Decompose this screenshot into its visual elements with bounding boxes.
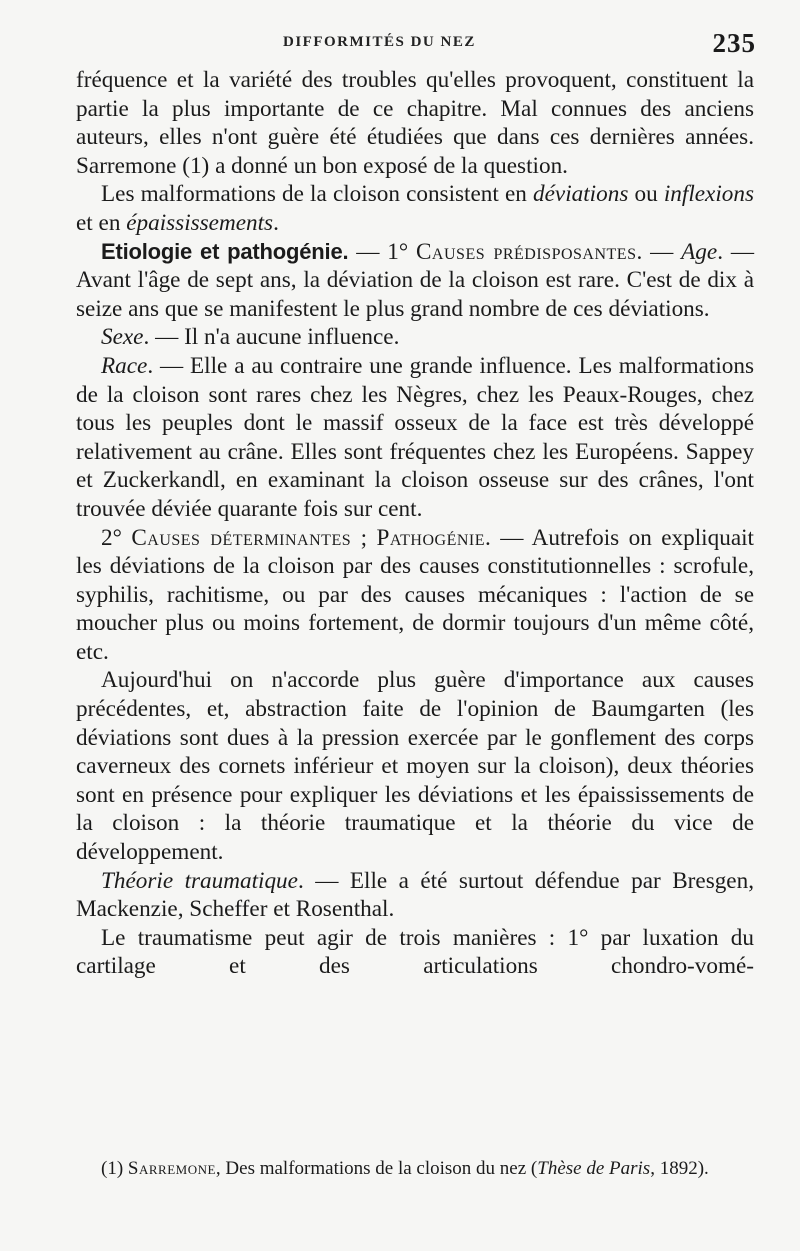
text: (1) [101, 1158, 128, 1179]
text: . — Elle a au contraire une grande influence. Les malformations de la cloison sont rares chez les Nègres, chez les Peaux-Rouges, chez tous les peuples dont le massif osseux de la face est très développé relativement au crâne. Elles sont fréquentes chez les Européens. Sappey et Zuckerkandl, en examinant la cloison osseuse sur des crânes, l'ont trouvée déviée quarante fois sur cent. [76, 352, 754, 522]
paragraph-sexe [76, 323, 754, 352]
text: , 1892). [650, 1158, 709, 1179]
paragraph-causes-determinantes [76, 524, 754, 667]
text: . — Elle a été surtout défendue par Bresgen, Mackenzie, Scheffer et Rosenthal. [76, 867, 754, 923]
running-title: DIFFORMITÉS DU NEZ [283, 34, 476, 50]
text: . [273, 209, 279, 236]
footnote-text [76, 1155, 754, 1182]
paragraph-etiologie [76, 238, 754, 324]
small-caps-heading: Causes déterminantes [131, 524, 352, 551]
italic-term: épaississements [126, 209, 274, 236]
italic-subheading: Race [101, 352, 148, 379]
small-caps-heading: Pathogénie [376, 524, 486, 551]
text: . — [636, 238, 682, 265]
text: . — Autrefois on expliquait les déviations de la cloison par des causes constitutionnelles : scrofule, syphilis, rachitisme, ou par des causes mécaniques : l'action de se moucher plus ou moins fortement, de dormir toujours d'un même côté, etc. [76, 524, 754, 665]
footnote-author: Sarremone [127, 1158, 216, 1179]
small-caps-heading: Causes prédisposantes [415, 238, 637, 265]
italic-subheading: Sexe [101, 324, 144, 351]
text: 2° [101, 524, 132, 551]
paragraph-race [76, 352, 754, 524]
text: et en [76, 209, 127, 236]
paragraph-aujourdhui: Aujourd'hui on n'accorde plus guère d'importance aux causes précédentes, et, abstraction faite de l'opinion de Baumgarten (les déviations sont dues à la pression exercée par le gonflement des corps caverneux des cornets inférieur et moyen sur la cloison), deux théories sont en présence pour expliquer les déviations et les épaississements de la cloison : la théorie traumatique et la théorie du vice de développement. [76, 667, 754, 866]
text: . — Avant l'âge de sept ans, la déviation de la cloison est rare. C'est de dix à seize ans que se manifestent le plus grand nombre de ces déviations. [76, 238, 755, 322]
text: ou [628, 181, 664, 208]
italic-term: inflexions [663, 181, 755, 208]
italic-subheading: Théorie traumatique [101, 867, 298, 894]
italic-term: Thèse de Paris [537, 1158, 651, 1179]
text: , Des malformations de la cloison du nez ( [215, 1158, 538, 1179]
paragraph-malformations [76, 180, 754, 237]
page-number: 235 [712, 28, 756, 58]
paragraph-theorie-traumatique [76, 867, 754, 924]
text: . — Il n'a aucune influence. [143, 324, 400, 351]
footnote [76, 1155, 754, 1182]
text: ; [351, 524, 377, 551]
body-text [76, 66, 754, 981]
running-header [78, 28, 756, 62]
italic-term: déviations [533, 181, 629, 208]
text: — 1° [348, 238, 416, 265]
paragraph-continuation: fréquence et la variété des troubles qu'elles provoquent, constituent la partie la plus importante de ce chapitre. Mal connues des anciens auteurs, elles n'ont guère été étudiées que dans ces dernières années. Sarremone (1) a donné un bon exposé de la question. [76, 67, 754, 179]
section-heading: Etiologie et pathogénie. [101, 238, 349, 264]
paragraph-traumatisme: Le traumatisme peut agir de trois manières : 1° par luxation du cartilage et des articulations chondro-vomé- [76, 924, 754, 980]
text: Les malformations de la cloison consistent en [101, 181, 534, 208]
italic-subheading: Age [681, 238, 718, 265]
